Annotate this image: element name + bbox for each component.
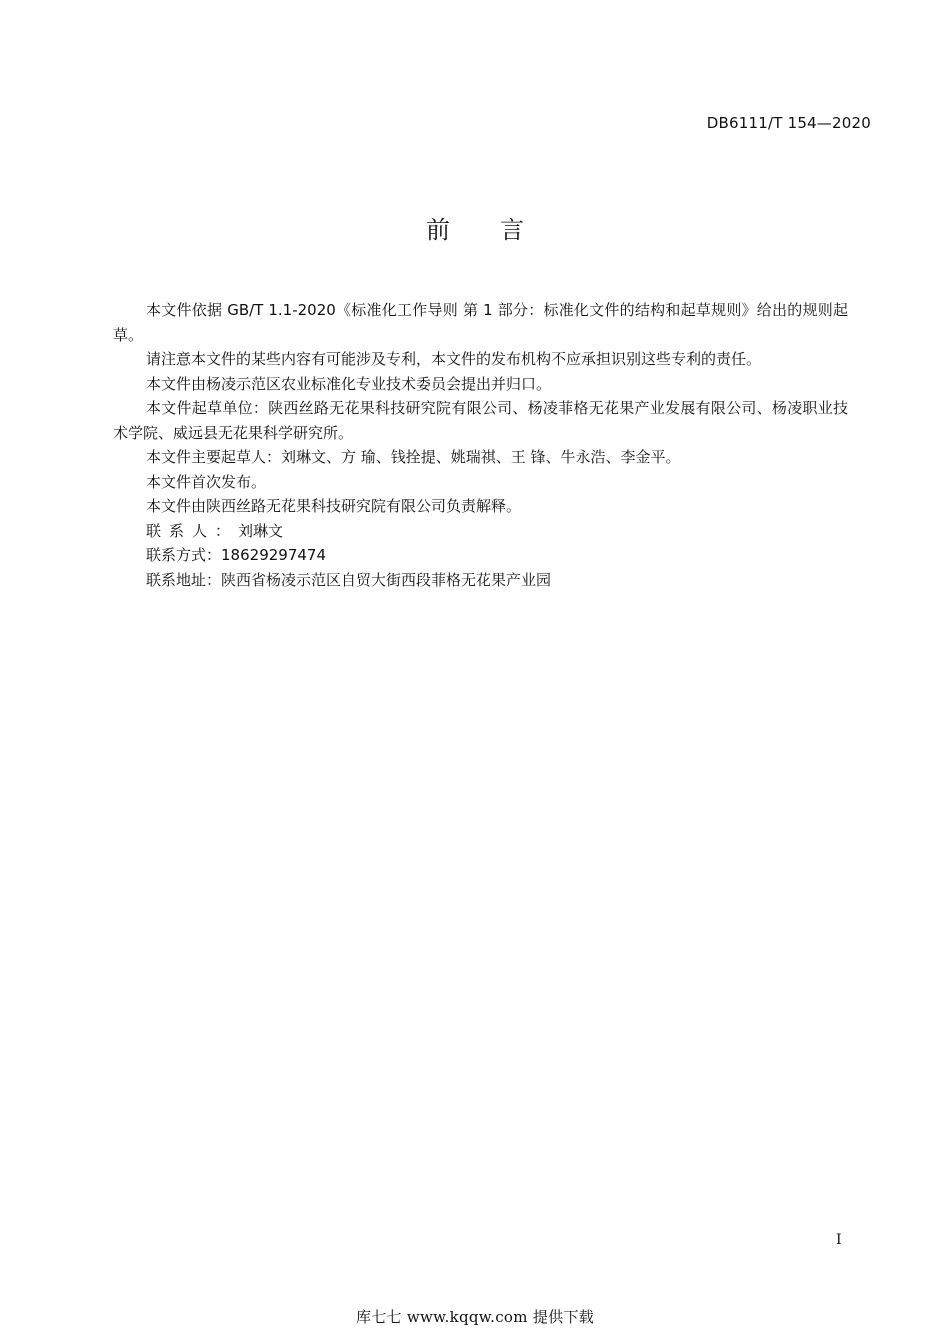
paragraph-basis: 本文件依据 GB/T 1.1-2020《标准化工作导则 第 1 部分：标准化文件的结构和起草规则》给出的规则起草。 — [113, 301, 848, 344]
contact-address-line — [113, 568, 848, 593]
paragraph-first-release: 本文件首次发布。 — [146, 472, 267, 491]
contact-address-value: 陕西省杨凌示范区自贸大街西段菲格无花果产业园 — [221, 570, 552, 589]
paragraph-drafting-units: 本文件起草单位：陕西丝路无花果科技研究院有限公司、杨凌菲格无花果产业发展有限公司、杨凌职业技术学院、威远县无花果科学研究所。 — [113, 399, 848, 442]
contact-address-label: 联系地址： — [146, 570, 222, 589]
paragraph-interpretation: 本文件由陕西丝路无花果科技研究院有限公司负责解释。 — [146, 497, 522, 515]
page-number: I — [836, 1232, 842, 1248]
contact-phone-line — [113, 543, 848, 568]
paragraph-proposer: 本文件由杨凌示范区农业标准化专业技术委员会提出并归口。 — [146, 374, 552, 393]
paragraph-drafters: 本文件主要起草人：刘琳文、方 瑜、钱拴提、姚瑞祺、王 锋、牛永浩、李金平。 — [146, 448, 681, 466]
contact-person-line — [113, 519, 848, 544]
contact-phone-label: 联系方式： — [146, 546, 222, 564]
document-code: DB6111/T 154—2020 — [706, 114, 871, 132]
download-footer: 库七七 www.kqqw.com 提供下载 — [355, 1308, 595, 1326]
foreword-body — [113, 298, 848, 592]
paragraph-patent-notice: 请注意本文件的某些内容有可能涉及专利，本文件的发布机构不应承担识别这些专利的责任。 — [146, 350, 762, 368]
contact-phone-value: 18629297474 — [221, 546, 326, 564]
contact-person-value: 刘琳文 — [238, 521, 284, 540]
page-title: 前言 — [426, 216, 574, 244]
contact-person-label: 联系人： — [146, 521, 239, 540]
